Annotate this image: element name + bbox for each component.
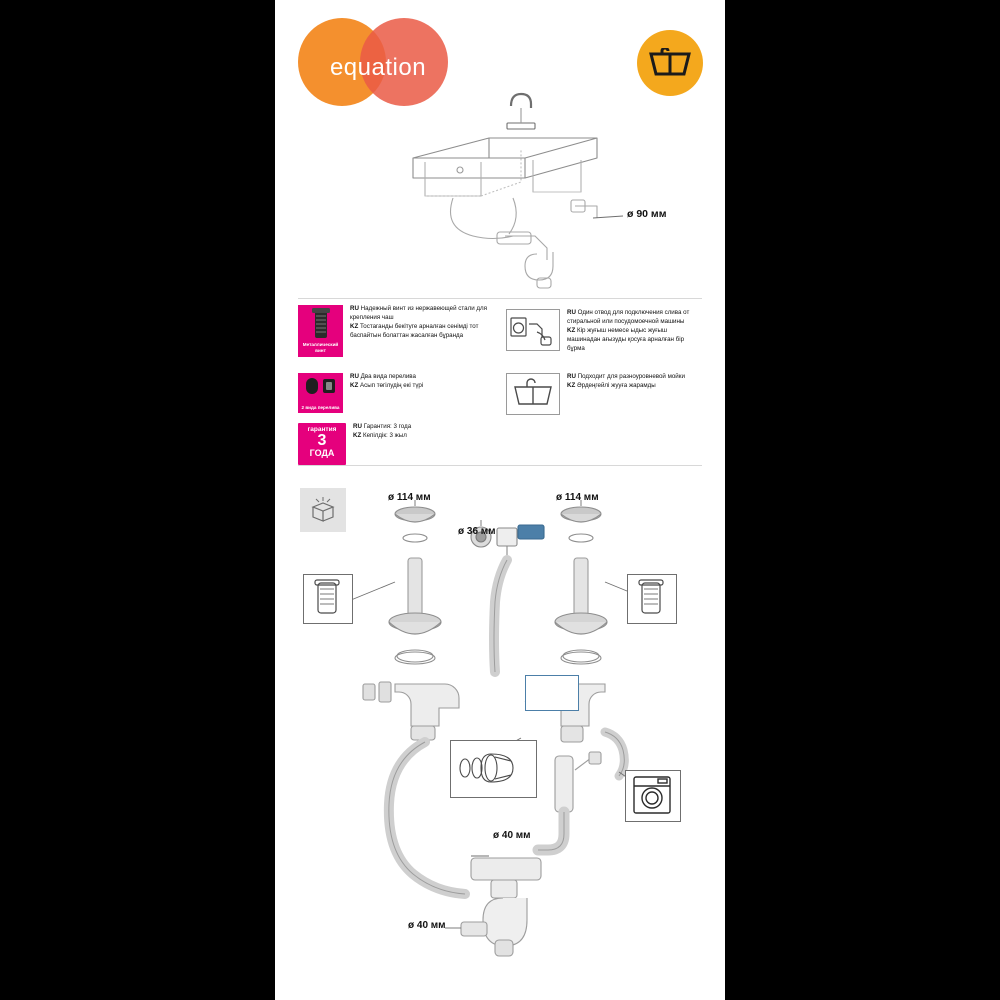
callout-dishwasher-inlet-highlight [525, 675, 579, 711]
feature-thumb [298, 305, 343, 357]
feature-line-ru [567, 373, 685, 382]
multilevel-sink-icon [507, 374, 559, 414]
feature-thumb [298, 373, 343, 413]
divider-top [298, 298, 702, 299]
guarantee-badge [298, 423, 346, 465]
feature-ru-text: Подходит для разноуровневой мойки [577, 373, 685, 380]
lang-tag-ru: RU [353, 423, 362, 430]
screw-icon [628, 575, 674, 621]
feature-ru-text: Гарантия: 3 года [363, 423, 412, 430]
feature-kz-text: Кір жуғыш немесе ыдыс жуғыш машинадан ағызуды қосуға арналған бір бұрма [567, 326, 685, 352]
feature-ru-text: Один отвод для подключения слива от стиральной или посудомоечной машины [567, 309, 690, 325]
callout-screw-right [627, 574, 677, 624]
guarantee-top-label: гарантия [307, 426, 337, 433]
feature-text [567, 309, 702, 354]
two-overflow-types-icon [298, 373, 343, 403]
lang-tag-kz: KZ [350, 381, 359, 389]
feature-kz-text: Кепілдік: 3 жыл [362, 431, 407, 439]
lang-tag-kz: KZ [350, 322, 359, 330]
feature-item [298, 305, 500, 357]
lang-tag-ru: RU [567, 373, 576, 380]
feature-text [350, 305, 500, 357]
callout-screw-left [303, 574, 353, 624]
product-sheet-page [275, 0, 725, 1000]
lang-tag-ru: RU [350, 373, 359, 380]
feature-text [567, 373, 685, 415]
lang-tag-ru: RU [567, 309, 576, 316]
lang-tag-kz: KZ [567, 326, 576, 334]
hero-illustration [275, 10, 725, 290]
feature-ru-text: Два вида перелива [360, 373, 416, 380]
overflow-thumbnail [298, 373, 343, 413]
lang-tag-ru: RU [350, 305, 359, 312]
parts-exploded-drawing [275, 470, 725, 990]
dimension-strainer-right: ø 114 мм [556, 492, 599, 503]
washing-machine-connection-icon [507, 310, 559, 350]
feature-item [298, 373, 423, 413]
open-box-icon [308, 495, 338, 525]
feature-item [506, 373, 685, 415]
feature-line-ru [350, 373, 423, 382]
guarantee-bottom-label: ГОДА [309, 448, 335, 458]
feature-text [353, 423, 411, 465]
feature-thumb [506, 373, 560, 415]
sink-assembly-drawing [275, 10, 725, 290]
feature-item [298, 423, 411, 465]
feature-line-kz [350, 382, 423, 391]
features-section [298, 305, 702, 458]
feature-kz-text: Әрдеңгейлі жууға жарамды [576, 381, 656, 389]
washing-machine-connection-thumbnail [506, 309, 560, 351]
overflow-thumb-caption: 2 вида перелива [301, 404, 340, 410]
feature-kz-text: Тостаганды бекітуге арналған сенімді тот баспайтын болаттан жасалған бұранда [350, 322, 479, 339]
screw-icon [304, 575, 350, 621]
feature-line-kz [353, 432, 411, 441]
feature-line-ru [350, 305, 500, 323]
dimension-pipe-outlet: ø 40 мм [408, 920, 446, 931]
stainless-steel-screw-icon [298, 305, 343, 345]
exploded-diagram [275, 470, 725, 990]
feature-thumb [506, 309, 560, 354]
hero-dimension-label: ø 90 мм [627, 208, 667, 220]
feature-text [350, 373, 423, 413]
feature-line-ru [353, 423, 411, 432]
guarantee-number: 3 [317, 432, 327, 449]
feature-ru-text: Надежный винт из нержавеющей стали для крепления чаш [350, 305, 487, 321]
multilevel-sink-thumbnail [506, 373, 560, 415]
dimension-strainer-left: ø 114 мм [388, 492, 431, 503]
feature-thumb [298, 423, 346, 465]
dimension-overflow: ø 36 мм [458, 526, 496, 537]
feature-item [506, 309, 702, 354]
screw-thumb-caption: Металлический винт [302, 342, 339, 353]
feature-line-ru [567, 309, 702, 327]
basket-strainer-icon [451, 741, 534, 795]
feature-line-kz [567, 327, 702, 354]
washing-machine-icon [626, 771, 678, 819]
brand-name: equation [329, 54, 427, 81]
feature-line-kz [350, 323, 500, 341]
feature-line-kz [567, 382, 685, 391]
divider-bottom [298, 465, 702, 466]
lang-tag-kz: KZ [353, 431, 362, 439]
screw-thumbnail [298, 305, 343, 357]
lang-tag-kz: KZ [567, 381, 576, 389]
callout-washing-machine [625, 770, 681, 822]
callout-basket-strainer [450, 740, 537, 798]
dimension-pipe-mid: ø 40 мм [493, 830, 531, 841]
package-contents-badge [300, 488, 346, 532]
feature-kz-text: Асып төгілудің екі түрі [359, 381, 424, 389]
